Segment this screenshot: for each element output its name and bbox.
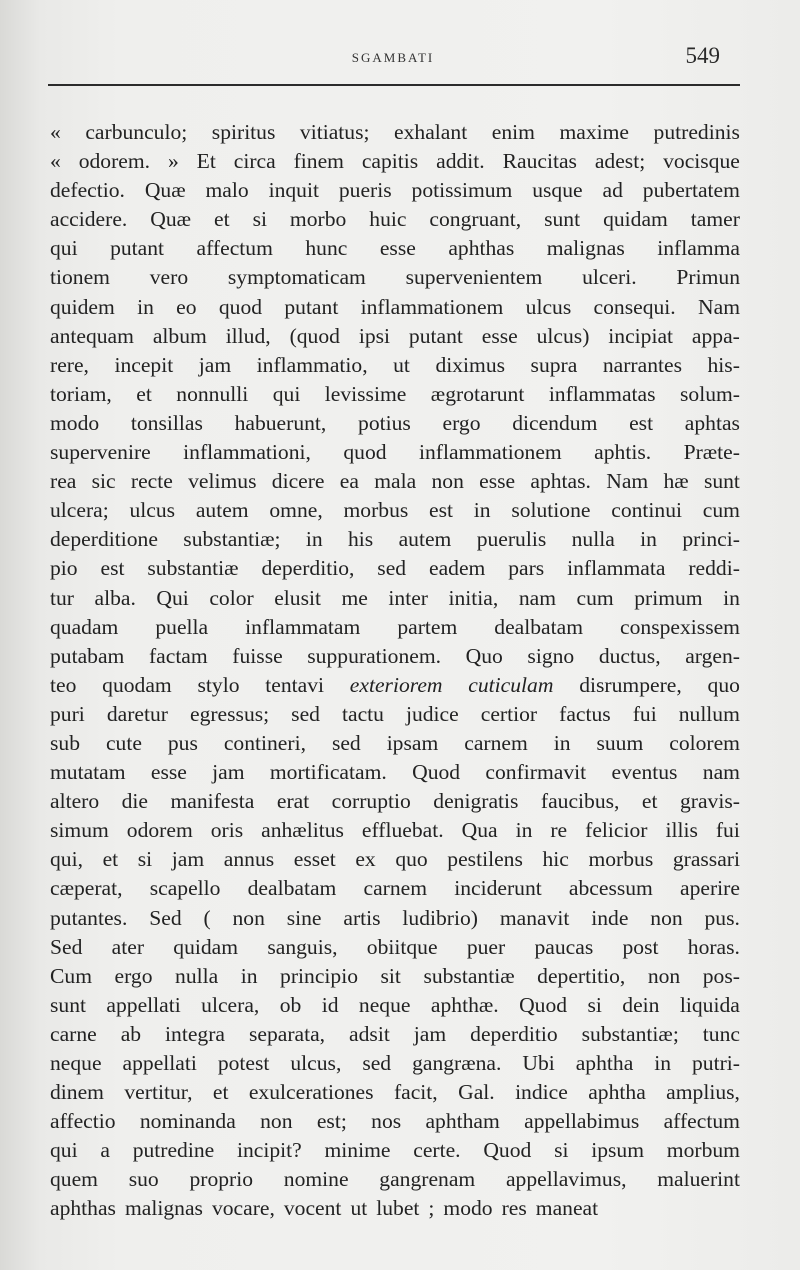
text-line: mutatam esse jam mortificatam. Quod confirmavit eventus nam xyxy=(50,760,740,785)
text-line: qui putant affectum hunc esse aphthas malignas inflamma xyxy=(50,236,740,261)
text-line: supervenire inflammationi, quod inflammationem aphtis. Præte- xyxy=(50,440,740,465)
text-line: putabam factam fuisse suppurationem. Quo signo ductus, argen- xyxy=(50,643,740,668)
text-line: neque appellati potest ulcus, sed gangræna. Ubi aphtha in putri- xyxy=(50,1051,740,1075)
text-line: accidere. Quæ et si morbo huic congruant, sunt quidam tamer xyxy=(50,207,740,232)
text-line: sub cute pus contineri, sed ipsam carnem in suum colorem xyxy=(50,730,740,755)
running-head: SGAMBATI xyxy=(351,50,435,65)
text-line: altero die manifesta erat corruptio denigratis faucibus, et gravis- xyxy=(50,789,740,814)
text-line: Cum ergo nulla in principio sit substantiæ depertitio, non pos- xyxy=(50,963,740,988)
text-line: Sed ater quidam sanguis, obiitque puer paucas post horas. xyxy=(50,934,740,959)
header-rule xyxy=(48,84,740,86)
text-line: putantes. Sed ( non sine artis ludibrio) manavit inde non pus. xyxy=(50,905,740,930)
text-line: rea sic recte velimus dicere ea mala non esse aphtas. Nam hæ sunt xyxy=(50,469,740,494)
text-line: tionem vero symptomaticam supervenientem ulceri. Primun xyxy=(50,265,740,290)
text-line: simum odorem oris anhælitus effluebat. Qua in re felicior illis fui xyxy=(50,818,740,843)
text-line: carne ab integra separata, adsit jam deperditio substantiæ; tunc xyxy=(50,1021,740,1046)
text-line: teo quodam stylo tentavi exteriorem cuticulam disrumpere, quo xyxy=(50,672,740,697)
text-line: quem suo proprio nomine gangrenam appellavimus, maluerint xyxy=(50,1167,740,1192)
text-line: deperditione substantiæ; in his autem puerulis nulla in princi- xyxy=(50,527,740,552)
text-line: puri daretur egressus; sed tactu judice certior factus fui nullum xyxy=(50,701,740,726)
text-line: sunt appellati ulcera, ob id neque aphthæ. Quod si dein liquida xyxy=(50,992,740,1017)
text-line: « odorem. » Et circa finem capitis addit. Raucitas adest; vocisque xyxy=(50,149,740,174)
text-line: modo tonsillas habuerunt, potius ergo dicendum est aphtas xyxy=(50,410,740,435)
text-line: rere, incepit jam inflammatio, ut diximus supra narrantes his- xyxy=(50,352,740,377)
text-line: toriam, et nonnulli qui levissime ægrotarunt inflammatas solum- xyxy=(50,381,740,406)
text-line: antequam album illud, (quod ipsi putant esse ulcus) incipiat appa- xyxy=(50,323,740,348)
text-line: cæperat, scapello dealbatam carnem inciderunt abcessum aperire xyxy=(50,876,740,901)
text-line: quidem in eo quod putant inflammationem ulcus consequi. Nam xyxy=(50,294,740,319)
text-line: affectio nominanda non est; nos aphtham appellabimus affectum xyxy=(50,1109,740,1134)
text-line: aphthas malignas vocare, vocent ut lubet ; modo res maneat xyxy=(50,1196,599,1221)
body-text xyxy=(50,118,758,1224)
text-line: qui a putredine incipit? minime certe. Quod si ipsum morbum xyxy=(50,1138,740,1163)
page-number: 549 xyxy=(685,43,720,68)
text-line: quadam puella inflammatam partem dealbatam conspexissem xyxy=(50,614,740,639)
text-line: pio est substantiæ deperditio, sed eadem pars inflammata reddi- xyxy=(50,556,740,581)
text-line: qui, et si jam annus esset ex quo pestilens hic morbus grassari xyxy=(50,847,740,872)
text-line: defectio. Quæ malo inquit pueris potissimum usque ad pubertatem xyxy=(50,178,740,203)
text-line: « carbunculo; spiritus vitiatus; exhalant enim maxime putredinis xyxy=(50,120,740,144)
text-line: ulcera; ulcus autem omne, morbus est in solutione continui cum xyxy=(50,498,740,523)
text-line: dinem vertitur, et exulcerationes facit, Gal. indice aphtha amplius, xyxy=(50,1080,740,1105)
page-header xyxy=(48,40,738,70)
text-line: tur alba. Qui color elusit me inter initia, nam cum primum in xyxy=(50,585,740,610)
